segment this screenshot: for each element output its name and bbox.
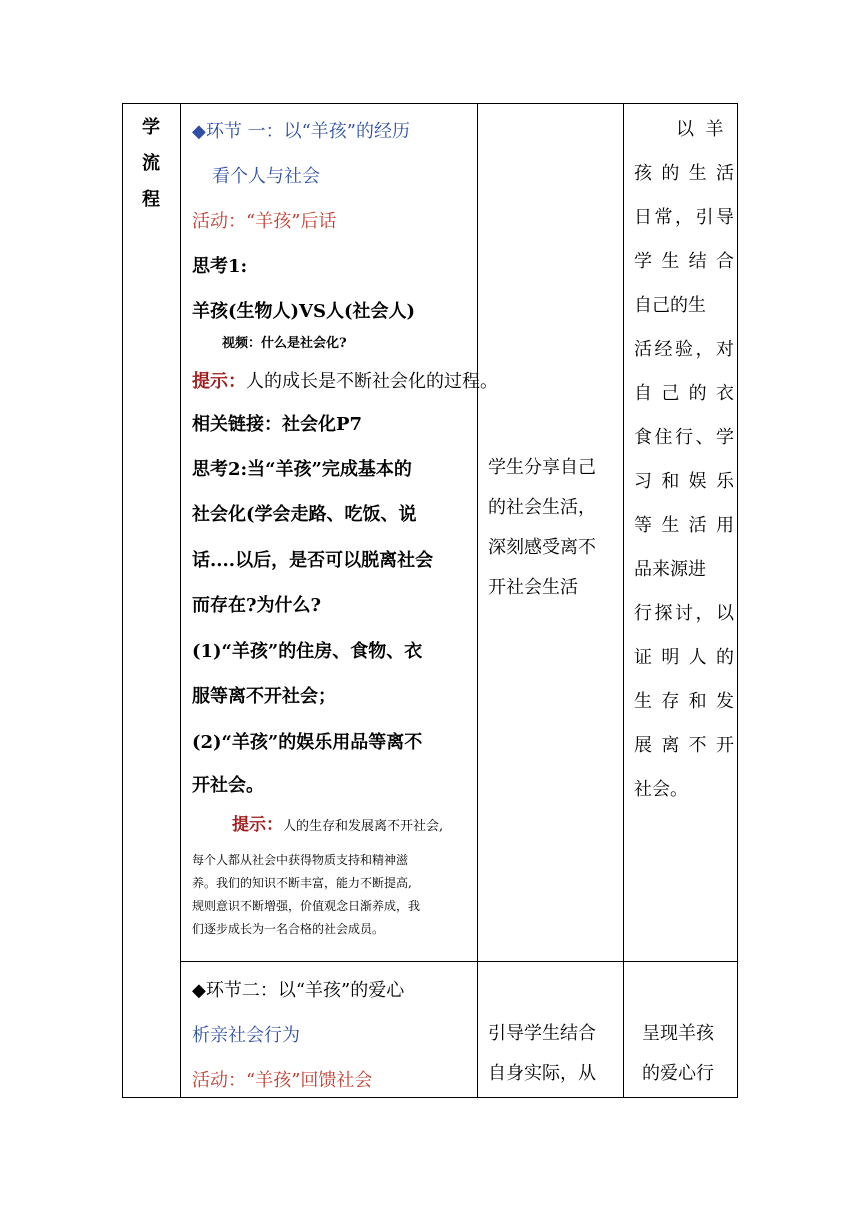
table-right-border (737, 103, 738, 1098)
section1-link: 相关链接：社会化P7 (192, 414, 363, 435)
section2-activity: 活动：“羊孩”回馈社会 (192, 1070, 373, 1091)
student-activity-line: 开社会生活 (488, 577, 578, 598)
column-divider-2 (477, 103, 478, 1098)
section2-title-line2: 析亲社会行为 (192, 1025, 300, 1046)
intent-line: 等 生 活 用 (634, 515, 734, 536)
section1-title-line2: 看个人与社会 (212, 166, 320, 187)
stage-label (122, 110, 180, 218)
intent-line: 社会。 (634, 779, 688, 800)
section1-think2-line: 话....以后，是否可以脱离社会 (192, 550, 434, 571)
section1-point1-line: 服等离不开社会； (192, 686, 336, 707)
table-top-border (122, 103, 738, 104)
intent-line: 以 羊 (676, 119, 724, 140)
section1-hint2-line: 们逐步成长为一名合格的社会成员。 (192, 922, 385, 936)
hint2-label: 提示： (232, 815, 283, 835)
section1-hint2-line: 每个人都从社会中获得物质支持和精神滋 (192, 853, 409, 867)
intent-line: 行探讨，以 (634, 603, 734, 624)
student-activity-line: 引导学生结合 (488, 1023, 596, 1044)
column-divider-1 (180, 103, 181, 1098)
section1-activity: 活动：“羊孩”后话 (192, 211, 337, 232)
intent-line: 的爱心行 (642, 1063, 714, 1084)
intent-line: 食住行、学 (634, 427, 734, 448)
table-left-border (122, 103, 123, 1098)
section2-design-intent (642, 1014, 742, 1094)
table-bottom-border (122, 1097, 738, 1098)
stage-label-char: 学 (142, 117, 160, 138)
section1-hint2 (192, 816, 474, 836)
intent-line: 展 离 不 开 (634, 735, 734, 756)
intent-line: 自己的生 (634, 295, 706, 316)
intent-line: 呈现羊孩 (642, 1023, 714, 1044)
section1-hint1 (192, 367, 498, 393)
section1-point2-line: 开社会。 (192, 775, 264, 796)
hint1-label: 提示： (192, 371, 246, 392)
intent-line: 品来源进 (634, 559, 706, 580)
column-divider-3 (623, 103, 624, 1098)
student-activity-line: 的社会生活， (488, 497, 596, 518)
student-activity-line: 学生分享自己 (488, 457, 596, 478)
row-divider (180, 961, 738, 962)
hint1-text: 人的成长是不断社会化的过程。 (246, 371, 498, 392)
hint2-line: 人的生存和发展离不开社会, (283, 819, 444, 834)
intent-line: 学 生 结 合 (634, 251, 734, 272)
section1-student-activity (488, 448, 618, 608)
intent-line: 孩 的 生 活 (634, 163, 734, 184)
section1-title-line1: ◆环节 一：以“羊孩”的经历 (192, 121, 410, 142)
section1-hint2-line: 规则意识不断增强，价值观念日渐养成，我 (192, 899, 421, 913)
section2-title-line1: ◆环节二：以“羊孩”的爱心 (192, 980, 405, 1001)
section1-think1: 思考1: (192, 256, 248, 277)
section2-student-activity (488, 1014, 618, 1094)
section1-point1-line: (1)“羊孩”的住房、食物、衣 (192, 641, 423, 662)
section1-compare: 羊孩(生物人)VS人(社会人) (192, 301, 416, 322)
stage-label-char: 流 (142, 153, 160, 174)
section1-design-intent (634, 108, 734, 812)
intent-line: 日常，引导 (634, 207, 734, 228)
student-activity-line: 自身实际，从 (488, 1063, 596, 1084)
intent-line: 习 和 娱 乐 (634, 471, 734, 492)
stage-label-char: 程 (142, 189, 160, 210)
section1-point2-line: (2)“羊孩”的娱乐用品等离不 (192, 732, 423, 753)
section1-video: 视频：什么是社会化? (222, 336, 347, 351)
intent-line: 生 存 和 发 (634, 691, 734, 712)
section1-think2-line: 思考2:当“羊孩”完成基本的 (192, 459, 412, 480)
section1-hint2-line: 养。我们的知识不断丰富，能力不断提高, (192, 876, 412, 890)
student-activity-line: 深刻感受离不 (488, 537, 596, 558)
intent-line: 证 明 人 的 (634, 647, 734, 668)
intent-line: 自 己 的 衣 (634, 383, 734, 404)
intent-line: 活经验，对 (634, 339, 734, 360)
section1-think2-line: 而存在?为什么? (192, 595, 322, 616)
section1-think2-line: 社会化(学会走路、吃饭、说 (192, 504, 417, 525)
